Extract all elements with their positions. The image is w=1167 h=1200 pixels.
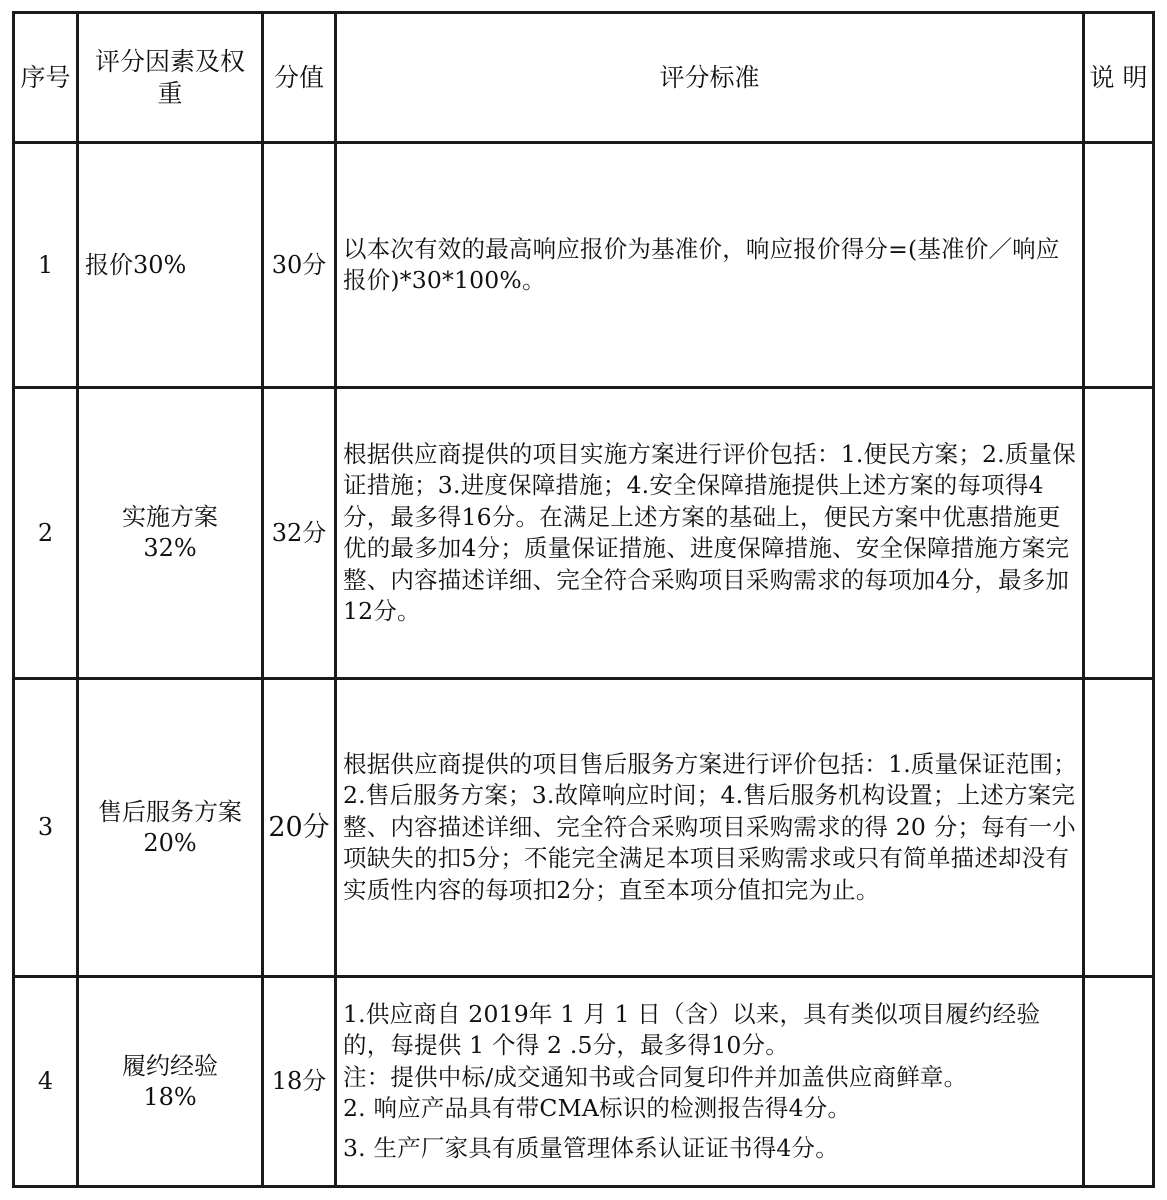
row-index: 2 <box>14 388 78 679</box>
header-row <box>14 13 1154 143</box>
row-factor-line1: 履约经验 <box>122 1051 218 1080</box>
row-score: 30分 <box>263 143 336 388</box>
criteria-text: 根据供应商提供的项目实施方案进行评价包括：1.便民方案；2.质量保证措施；3.进度保障措施；4.安全保障措施提供上述方案的每项得4分，最多得16分。在满足上述方案的基础上，便民方案中优惠措施更优的最多加4分；质量保证措施、进度保障措施、安全保障措施方案完整、内容描述详细、完全符合采购项目采购需求的每项加4分，最多加12分。 <box>343 439 1076 625</box>
row-note <box>1084 679 1154 977</box>
header-index: 序号 <box>14 13 78 143</box>
row-index: 4 <box>14 977 78 1187</box>
row-factor <box>78 679 263 977</box>
table-row <box>14 679 1154 977</box>
criteria-item: 3. 生产厂家具有质量管理体系认证证书得4分。 <box>343 1133 839 1162</box>
header-factor: 评分因素及权重 <box>78 13 263 143</box>
row-factor <box>78 388 263 679</box>
row-criteria <box>336 977 1084 1187</box>
row-score: 32分 <box>263 388 336 679</box>
row-score: 18分 <box>263 977 336 1187</box>
header-note: 说 明 <box>1084 13 1154 143</box>
row-criteria <box>336 143 1084 388</box>
criteria-item: 1.供应商自 2019年 1 月 1 日（含）以来，具有类似项目履约经验的，每提供 1 个得 2 .5分，最多得10分。 <box>343 999 1041 1060</box>
table-row <box>14 143 1154 388</box>
scoring-table-container <box>12 11 1155 1188</box>
row-score: 20分 <box>263 679 336 977</box>
criteria-item: 2. 响应产品具有带CMA标识的检测报告得4分。 <box>343 1094 852 1123</box>
scoring-table <box>12 11 1155 1188</box>
row-criteria <box>336 388 1084 679</box>
row-factor <box>78 143 263 388</box>
header-score: 分值 <box>263 13 336 143</box>
criteria-item: 注：提供中标/成交通知书或合同复印件并加盖供应商鲜章。 <box>343 1062 968 1091</box>
criteria-text: 根据供应商提供的项目售后服务方案进行评价包括：1.质量保证范围；2.售后服务方案；3.故障响应时间；4.售后服务机构设置；上述方案完整、内容描述详细、完全符合采购项目采购需求的得 20 分；每有一小项缺失的扣5分；不能完全满足本项目采购需求或只有简单描述却没有实质性内容的每项扣2分；直至本项分值扣完为止。 <box>343 749 1077 904</box>
row-factor-line2: 20% <box>143 828 197 857</box>
table-row <box>14 977 1154 1187</box>
table-row <box>14 388 1154 679</box>
row-note <box>1084 388 1154 679</box>
header-criteria: 评分标准 <box>336 13 1084 143</box>
row-factor-line1: 实施方案 <box>122 503 218 531</box>
row-index: 3 <box>14 679 78 977</box>
row-factor <box>78 977 263 1187</box>
row-criteria <box>336 679 1084 977</box>
criteria-text: 以本次有效的最高响应报价为基准价，响应报价得分=(基准价／响应报价)*30*100%。 <box>343 234 1060 294</box>
row-factor-line1: 报价30% <box>85 250 187 279</box>
row-factor-line2: 32% <box>143 534 197 562</box>
row-factor-line2: 18% <box>143 1082 197 1111</box>
row-note <box>1084 143 1154 388</box>
row-factor-line1: 售后服务方案 <box>98 797 242 826</box>
row-note <box>1084 977 1154 1187</box>
row-index: 1 <box>14 143 78 388</box>
